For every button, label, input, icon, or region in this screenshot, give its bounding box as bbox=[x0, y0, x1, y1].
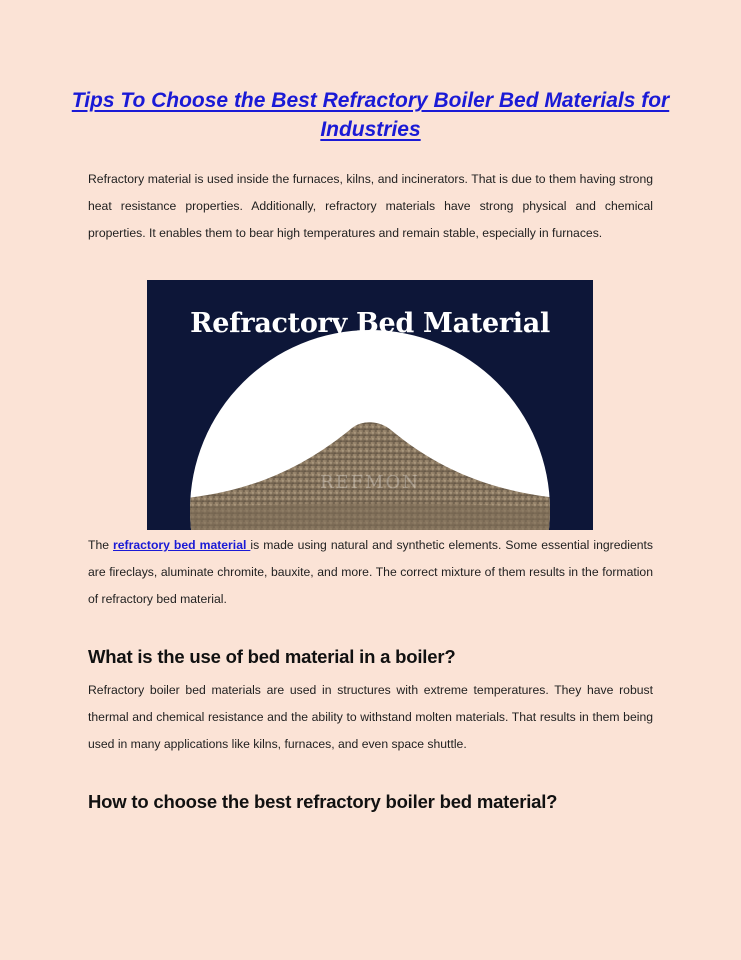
heading-how-to-choose: How to choose the best refractory boiler bed material? bbox=[88, 791, 558, 812]
para2-prefix: The bbox=[88, 538, 114, 552]
refractory-bed-material-link[interactable]: refractory bed material bbox=[113, 538, 251, 552]
document-title[interactable]: Tips To Choose the Best Refractory Boiler Bed Materials for Industries bbox=[71, 89, 670, 141]
use-paragraph: Refractory boiler bed materials are used in structures with extreme temperatures. They have robust thermal and chemical resistance and the ability to withstand molten materials. That results in them being used in many applications like kilns, furnaces, and even space shuttle. bbox=[88, 683, 653, 751]
intro-paragraph: Refractory material is used inside the furnaces, kilns, and incinerators. That is due to them having strong heat resistance properties. Additionally, refractory materials have strong physical and chemical properties. It enables them to bear high temperatures and remain stable, especially in furnaces. bbox=[88, 172, 653, 240]
refractory-bed-material-image bbox=[147, 280, 593, 530]
figure-title: Refractory Bed Material bbox=[190, 308, 550, 339]
composition-paragraph bbox=[88, 532, 653, 612]
watermark: REFMON bbox=[319, 472, 421, 493]
heading-use-of-bed-material: What is the use of bed material in a boiler? bbox=[88, 646, 456, 667]
para2-suffix: is made using natural and synthetic elements. Some essential ingredients are fireclays, aluminate chromite, bauxite, and more. The correct mixture of them results in the formation of refractory bed material. bbox=[88, 538, 653, 606]
